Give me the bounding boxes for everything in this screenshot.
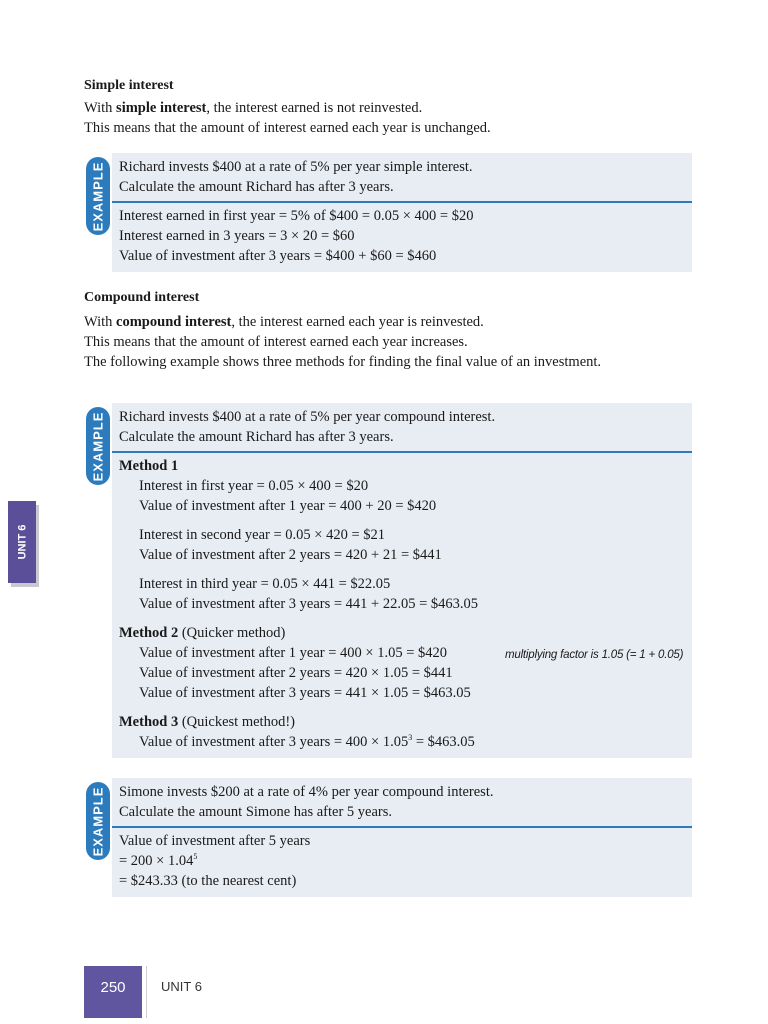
method-3-title: Method 3 (Quickest method!)	[119, 714, 295, 730]
answer-line: Value of investment after 5 years	[119, 833, 311, 849]
answer-line: Value of investment after 1 year = 400 × 1.05 = $420 multiplying factor is 1.05 (= 1 + 0.05)	[119, 643, 692, 663]
question-line: Calculate the amount Richard has after 3 years.	[119, 429, 394, 445]
compound-interest-text	[84, 312, 601, 372]
simple-line-2: This means that the amount of interest earned each year is unchanged.	[84, 120, 491, 136]
answer-line: Value of investment after 3 years = 441 + 22.05 = $463.05	[139, 596, 479, 612]
multiplying-factor-note: multiplying factor is 1.05 (= 1 + 0.05)	[505, 649, 684, 661]
example-question	[112, 778, 692, 828]
example-answer	[112, 453, 692, 758]
example-question	[112, 403, 692, 453]
example-tab: EXAMPLE	[86, 407, 110, 485]
answer-line: Interest in third year = 0.05 × 441 = $22.05	[139, 576, 391, 592]
method-1-title: Method 1	[119, 458, 179, 474]
answer-line: Value of investment after 3 years = $400 \times 1.05^3$ = $463.05	[139, 733, 475, 750]
question-line: Calculate the amount Richard has after 3 years.	[119, 179, 394, 195]
answer-line: Value of investment after 3 years = 441 × 1.05 = $463.05	[139, 685, 471, 701]
example-simple-interest	[90, 153, 692, 272]
answer-line: = $200 \times 1.04^5$	[119, 852, 198, 869]
simple-interest-heading: Simple interest	[84, 78, 174, 93]
compound-line-3: The following example shows three methods for finding the final value of an investment.	[84, 354, 602, 370]
example-answer	[112, 203, 692, 272]
example-simone	[90, 778, 692, 897]
compound-line-2: This means that the amount of interest earned each year increases.	[84, 334, 468, 350]
answer-line: Value of investment after 1 year = 400 + 20 = $420	[139, 498, 437, 514]
answer-line: Interest in second year = 0.05 × 420 = $21	[139, 527, 386, 543]
answer-line: = $243.33 (to the nearest cent)	[119, 873, 297, 889]
unit-side-tab: UNIT 6	[8, 501, 36, 583]
answer-line: Value of investment after 3 years = $400 + $60 = $460	[119, 248, 437, 264]
answer-line: Interest earned in first year = 5% of $400 = 0.05 × 400 = $20	[119, 208, 474, 224]
simple-interest-text	[84, 98, 491, 138]
example-answer	[112, 828, 692, 897]
footer-divider	[146, 966, 147, 1018]
answer-line: Interest earned in 3 years = 3 × 20 = $60	[119, 228, 355, 244]
footer-unit-label: UNIT 6	[161, 979, 202, 994]
answer-line: Value of investment after 2 years = 420 × 1.05 = $441	[139, 665, 453, 681]
example-tab: EXAMPLE	[86, 782, 110, 860]
example-tab: EXAMPLE	[86, 157, 110, 235]
question-line: Simone invests $200 at a rate of 4% per year compound interest.	[119, 784, 494, 800]
question-line: Richard invests $400 at a rate of 5% per year simple interest.	[119, 159, 473, 175]
example-compound-interest	[90, 403, 692, 758]
answer-line: Value of investment after 2 years = 420 + 21 = $441	[139, 547, 442, 563]
method-2-title: Method 2 (Quicker method)	[119, 625, 286, 641]
answer-line: Interest in first year = 0.05 × 400 = $20	[139, 478, 369, 494]
compound-interest-heading: Compound interest	[84, 290, 200, 305]
compound-line-1: With compound interest, the interest earned each year is reinvested.	[84, 314, 484, 330]
question-line: Richard invests $400 at a rate of 5% per year compound interest.	[119, 409, 496, 425]
example-question	[112, 153, 692, 203]
page-number: 250	[84, 966, 142, 1018]
question-line: Calculate the amount Simone has after 5 years.	[119, 804, 392, 820]
simple-line-1: With simple interest, the interest earned is not reinvested.	[84, 100, 423, 116]
